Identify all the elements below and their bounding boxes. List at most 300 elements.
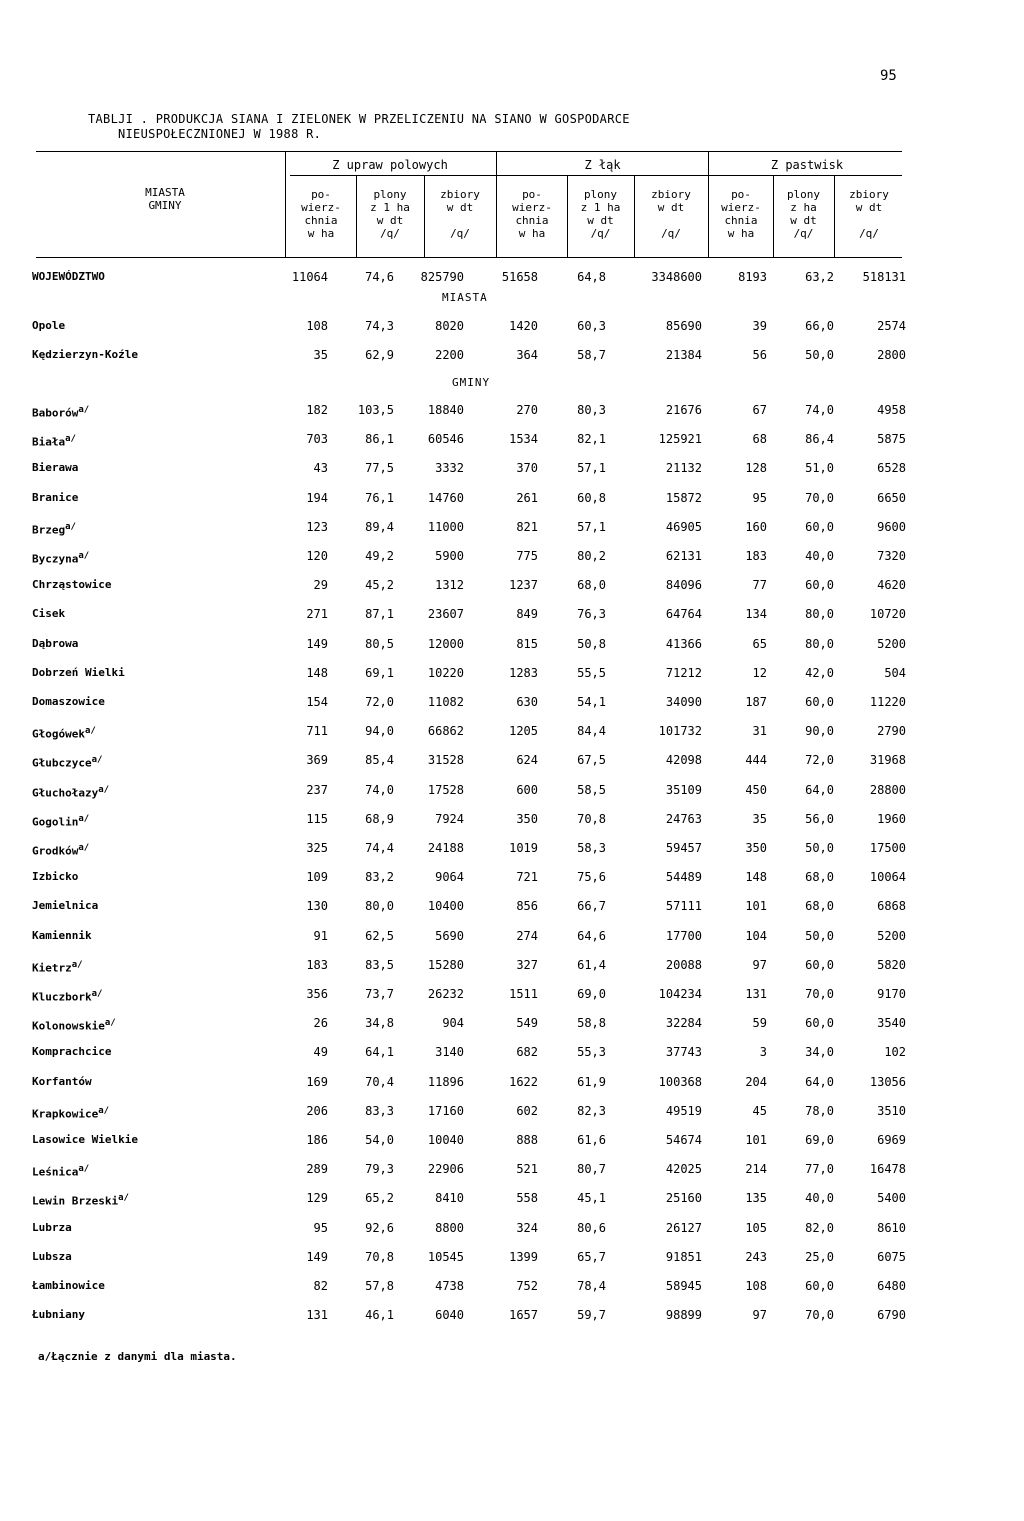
footnote-marker: a/ xyxy=(78,813,90,824)
cell-value: 4738 xyxy=(435,1279,464,1293)
cell-value: 59,7 xyxy=(577,1308,606,1323)
row-label xyxy=(32,984,102,1008)
cell-value: 95 xyxy=(752,490,767,505)
cell-value: 49 xyxy=(313,1045,328,1060)
cell-value: 58,5 xyxy=(577,782,606,797)
group-header-meadows: Z łąk xyxy=(584,158,621,172)
table-row xyxy=(0,867,1024,887)
cell-value: 11082 xyxy=(427,695,464,709)
cell-value: 65,7 xyxy=(577,1249,606,1264)
cell-value: 10545 xyxy=(427,1249,464,1264)
row-label xyxy=(32,1130,138,1150)
row-label xyxy=(32,1101,109,1125)
cell-value: 160 xyxy=(745,519,767,534)
cell-value: 41366 xyxy=(665,636,702,651)
cell-value: 274 xyxy=(516,928,538,943)
row-label xyxy=(32,896,98,916)
cell-value: 194 xyxy=(306,490,328,505)
cell-value: 356 xyxy=(306,987,328,1001)
row-label xyxy=(32,1247,72,1267)
cell-value: 5875 xyxy=(877,432,906,447)
cell-value: 70,0 xyxy=(805,987,834,1001)
cell-value: 82,1 xyxy=(577,432,606,447)
cell-value: 45 xyxy=(752,1103,767,1118)
cell-value: 42,0 xyxy=(805,665,834,680)
cell-value: 103,5 xyxy=(357,403,394,417)
row-label-text: Lasowice Wielkie xyxy=(32,1133,138,1146)
row-label-text: Chrząstowice xyxy=(32,578,112,592)
row-label xyxy=(32,750,102,774)
cell-value: 325 xyxy=(306,841,328,855)
cell-value: 89,4 xyxy=(365,519,394,534)
row-label-text: Jemielnica xyxy=(32,899,99,913)
row-label-text: Kietrz xyxy=(32,961,72,975)
table-row xyxy=(0,604,1024,624)
cell-value: 74,6 xyxy=(365,270,394,284)
cell-value: 25,0 xyxy=(805,1249,834,1264)
cell-value: 64,0 xyxy=(805,782,834,797)
cell-value: 57,8 xyxy=(365,1279,394,1293)
cell-value: 60,0 xyxy=(805,578,834,593)
cell-value: 42025 xyxy=(665,1162,702,1177)
cell-value: 80,5 xyxy=(365,636,394,651)
cell-value: 10064 xyxy=(869,870,906,885)
cell-value: 9600 xyxy=(877,519,906,534)
row-label xyxy=(32,721,96,745)
cell-value: 70,8 xyxy=(577,811,606,826)
col-header-area-fields: po- wierz- chnia w ha xyxy=(301,188,341,240)
cell-value: 6790 xyxy=(877,1308,906,1323)
table-row xyxy=(0,345,1024,365)
table-row xyxy=(0,1218,1024,1238)
footnote-marker: a/ xyxy=(65,521,76,532)
table-row xyxy=(0,809,1024,829)
cell-value: 243 xyxy=(745,1249,767,1264)
row-label-text: Opole xyxy=(32,319,66,332)
col-header-yield-meadows: plony z 1 ha w dt /q/ xyxy=(580,188,621,240)
cell-value: 504 xyxy=(884,665,906,680)
cell-value: 64,0 xyxy=(805,1074,834,1089)
table-row xyxy=(0,984,1024,1004)
cell-value: 50,0 xyxy=(805,928,834,943)
footnote-marker: a/ xyxy=(91,989,103,999)
row-label-text: Krapkowice xyxy=(32,1107,99,1121)
cell-value: 85,4 xyxy=(365,753,394,768)
row-label xyxy=(32,488,78,508)
cell-value: 148 xyxy=(745,870,767,885)
stub-header: MIASTA GMINY xyxy=(145,186,185,212)
cell-value: 123 xyxy=(306,519,328,534)
row-label xyxy=(32,1013,116,1037)
cell-value: 1511 xyxy=(509,987,538,1001)
cell-value: 34,0 xyxy=(805,1045,834,1060)
cell-value: 327 xyxy=(516,957,538,972)
cell-value: 10400 xyxy=(427,899,464,914)
cell-value: 183 xyxy=(306,957,328,972)
cell-value: 58,3 xyxy=(577,841,606,855)
cell-value: 154 xyxy=(306,695,328,709)
row-label xyxy=(32,692,105,712)
footnote-marker: a/ xyxy=(118,1193,129,1204)
cell-value: 21676 xyxy=(665,403,702,417)
cell-value: 50,8 xyxy=(577,636,606,651)
cell-value: 94,0 xyxy=(365,724,394,739)
cell-value: 11220 xyxy=(869,695,906,709)
cell-value: 3348600 xyxy=(651,270,702,284)
footnote-marker: a/ xyxy=(78,1164,90,1175)
cell-value: 10720 xyxy=(869,607,906,622)
cell-value: 888 xyxy=(516,1133,538,1147)
row-label-text: Baborów xyxy=(32,406,79,420)
cell-value: 26232 xyxy=(427,987,464,1001)
cell-value: 76,3 xyxy=(577,607,606,622)
cell-value: 369 xyxy=(306,753,328,768)
cell-value: 92,6 xyxy=(365,1220,394,1235)
row-label-text: Głogówek xyxy=(32,727,85,741)
cell-value: 450 xyxy=(745,782,767,797)
cell-value: 849 xyxy=(516,607,538,622)
cell-value: 7320 xyxy=(877,549,906,563)
cell-value: 5200 xyxy=(877,636,906,651)
cell-value: 549 xyxy=(516,1016,538,1031)
cell-value: 72,0 xyxy=(805,753,834,768)
cell-value: 54674 xyxy=(665,1133,702,1147)
cell-value: 75,6 xyxy=(577,870,606,885)
cell-value: 6075 xyxy=(877,1249,906,1264)
cell-value: 82 xyxy=(313,1279,328,1293)
cell-value: 42098 xyxy=(665,753,702,768)
row-label xyxy=(32,838,89,862)
cell-value: 74,0 xyxy=(805,403,834,417)
cell-value: 55,5 xyxy=(577,665,606,680)
footnote-marker: a/ xyxy=(78,551,90,561)
cell-value: 104 xyxy=(745,928,767,943)
cell-value: 97 xyxy=(752,1308,767,1323)
cell-value: 131 xyxy=(745,987,767,1001)
cell-value: 57,1 xyxy=(577,519,606,534)
cell-value: 54,1 xyxy=(577,695,606,709)
cell-value: 9064 xyxy=(435,870,464,885)
row-label xyxy=(32,809,89,833)
cell-value: 65 xyxy=(752,636,767,651)
row-label-text: Brzeg xyxy=(32,523,66,537)
row-label xyxy=(32,1188,129,1212)
column-divider xyxy=(834,176,835,258)
cell-value: 83,2 xyxy=(365,870,394,885)
cell-value: 54,0 xyxy=(365,1133,394,1147)
table-row xyxy=(0,517,1024,537)
row-label xyxy=(32,1305,85,1325)
table-row xyxy=(0,896,1024,916)
table-row xyxy=(0,838,1024,858)
cell-value: 149 xyxy=(306,1249,328,1264)
cell-value: 68,0 xyxy=(805,899,834,914)
cell-value: 60,0 xyxy=(805,957,834,972)
footnote: a/Łącznie z danymi dla miasta. xyxy=(38,1350,237,1363)
cell-value: 1283 xyxy=(509,665,538,680)
cell-value: 125921 xyxy=(658,432,702,447)
table-row xyxy=(0,926,1024,946)
page-number: 95 xyxy=(880,68,897,84)
cell-value: 66862 xyxy=(427,724,464,739)
col-header-yield-pastures: plony z ha w dt /q/ xyxy=(786,188,821,240)
cell-value: 1622 xyxy=(509,1074,538,1089)
cell-value: 324 xyxy=(516,1220,538,1235)
cell-value: 12000 xyxy=(427,636,464,651)
cell-value: 102 xyxy=(884,1045,906,1060)
cell-value: 46,1 xyxy=(365,1308,394,1323)
cell-value: 84096 xyxy=(665,578,702,593)
cell-value: 45,2 xyxy=(365,578,394,593)
cell-value: 183 xyxy=(745,549,767,563)
cell-value: 16478 xyxy=(869,1162,906,1177)
cell-value: 62,9 xyxy=(365,348,394,362)
cell-value: 50,0 xyxy=(805,841,834,855)
row-label-text: Izbicko xyxy=(32,870,79,884)
cell-value: 58,8 xyxy=(577,1016,606,1031)
cell-value: 58945 xyxy=(665,1279,702,1293)
cell-value: 80,0 xyxy=(805,607,834,622)
table-row xyxy=(0,429,1024,449)
table-row xyxy=(0,1013,1024,1033)
cell-value: 83,3 xyxy=(365,1103,394,1118)
cell-value: 558 xyxy=(516,1191,538,1206)
cell-value: 8610 xyxy=(877,1220,906,1235)
cell-value: 91851 xyxy=(665,1249,702,1264)
cell-value: 100368 xyxy=(658,1074,702,1089)
row-label-text: Biała xyxy=(32,435,66,449)
cell-value: 105 xyxy=(745,1220,767,1235)
table-row xyxy=(0,634,1024,654)
row-label-text: Branice xyxy=(32,490,79,504)
cell-value: 134 xyxy=(745,607,767,622)
cell-value: 50,0 xyxy=(805,348,834,362)
cell-value: 90,0 xyxy=(805,724,834,739)
cell-value: 825790 xyxy=(420,270,464,284)
cell-value: 57111 xyxy=(665,899,702,914)
cell-value: 23607 xyxy=(427,607,464,622)
cell-value: 67 xyxy=(752,403,767,417)
footnote-marker: a/ xyxy=(98,1105,110,1116)
row-label-text: Dobrzeń Wielki xyxy=(32,665,125,679)
cell-value: 62,5 xyxy=(365,928,394,943)
cell-value: 15280 xyxy=(427,957,464,972)
table-row xyxy=(0,316,1024,336)
cell-value: 74,3 xyxy=(365,319,394,333)
cell-value: 64,8 xyxy=(577,270,606,284)
cell-value: 70,0 xyxy=(805,490,834,505)
cell-value: 66,7 xyxy=(577,899,606,914)
cell-value: 8193 xyxy=(738,270,767,284)
cell-value: 66,0 xyxy=(805,319,834,333)
row-label xyxy=(32,604,65,624)
cell-value: 8410 xyxy=(435,1191,464,1206)
footnote-marker: a/ xyxy=(78,843,90,853)
table-row xyxy=(0,1072,1024,1092)
cell-value: 20088 xyxy=(665,957,702,972)
cell-value: 815 xyxy=(516,636,538,651)
cell-value: 1420 xyxy=(509,319,538,333)
footnote-marker: a/ xyxy=(71,959,83,970)
cell-value: 21132 xyxy=(665,461,702,476)
row-label xyxy=(32,345,138,365)
table-row xyxy=(0,546,1024,566)
cell-value: 186 xyxy=(306,1133,328,1147)
cell-value: 2574 xyxy=(877,319,906,333)
row-label xyxy=(32,867,78,887)
cell-value: 630 xyxy=(516,695,538,709)
cell-value: 26127 xyxy=(665,1220,702,1235)
cell-value: 128 xyxy=(745,461,767,476)
table-row xyxy=(0,1159,1024,1179)
cell-value: 214 xyxy=(745,1162,767,1177)
cell-value: 1960 xyxy=(877,811,906,826)
footnote-marker: a/ xyxy=(65,434,76,445)
column-divider xyxy=(634,176,635,258)
footnote-marker: a/ xyxy=(84,726,96,737)
row-label xyxy=(32,1159,89,1183)
cell-value: 80,3 xyxy=(577,403,606,417)
cell-value: 17700 xyxy=(665,928,702,943)
cell-value: 70,0 xyxy=(805,1308,834,1323)
cell-value: 115 xyxy=(306,811,328,826)
cell-value: 1312 xyxy=(435,578,464,593)
cell-value: 12 xyxy=(752,665,767,680)
table-row xyxy=(0,1101,1024,1121)
cell-value: 46905 xyxy=(665,519,702,534)
table-title-continued: NIEUSPOŁECZNIONEJ W 1988 R. xyxy=(118,127,322,141)
cell-value: 4958 xyxy=(877,403,906,417)
cell-value: 73,7 xyxy=(365,987,394,1001)
cell-value: 98899 xyxy=(665,1308,702,1323)
cell-value: 1657 xyxy=(509,1308,538,1323)
cell-value: 3540 xyxy=(877,1016,906,1031)
row-label-text: Gogolin xyxy=(32,815,79,829)
row-label-text: Dąbrowa xyxy=(32,636,79,650)
cell-value: 68,0 xyxy=(805,870,834,885)
cell-value: 1534 xyxy=(509,432,538,447)
cell-value: 43 xyxy=(313,461,328,476)
cell-value: 1019 xyxy=(509,841,538,855)
cell-value: 37743 xyxy=(665,1045,702,1060)
cell-value: 71212 xyxy=(665,665,702,680)
cell-value: 521 xyxy=(516,1162,538,1177)
cell-value: 82,3 xyxy=(577,1103,606,1118)
cell-value: 6969 xyxy=(877,1133,906,1147)
row-label xyxy=(32,663,125,683)
cell-value: 10040 xyxy=(427,1133,464,1147)
cell-value: 34090 xyxy=(665,695,702,709)
column-divider xyxy=(773,176,774,258)
section-heading-cities: MIASTA xyxy=(442,291,488,304)
cell-value: 91 xyxy=(313,928,328,943)
column-divider xyxy=(424,176,425,258)
cell-value: 187 xyxy=(745,695,767,709)
cell-value: 602 xyxy=(516,1103,538,1118)
column-divider xyxy=(285,152,286,258)
row-label xyxy=(32,955,83,979)
footnote-marker: a/ xyxy=(91,755,103,766)
cell-value: 57,1 xyxy=(577,461,606,476)
cell-value: 2800 xyxy=(877,348,906,362)
cell-value: 2200 xyxy=(435,348,464,362)
row-label xyxy=(32,316,65,336)
row-label-text: Domaszowice xyxy=(32,695,105,708)
row-label xyxy=(32,1218,72,1238)
header-top-rule xyxy=(36,151,902,152)
cell-value: 78,4 xyxy=(577,1279,606,1293)
table-row xyxy=(0,663,1024,683)
cell-value: 60,3 xyxy=(577,319,606,333)
cell-value: 109 xyxy=(306,870,328,885)
cell-value: 600 xyxy=(516,782,538,797)
cell-value: 444 xyxy=(745,753,767,768)
cell-value: 61,6 xyxy=(577,1133,606,1147)
table-row xyxy=(0,1130,1024,1150)
cell-value: 1205 xyxy=(509,724,538,739)
cell-value: 60,0 xyxy=(805,519,834,534)
cell-value: 78,0 xyxy=(805,1103,834,1118)
cell-value: 5400 xyxy=(877,1191,906,1206)
cell-value: 4620 xyxy=(877,578,906,593)
cell-value: 85690 xyxy=(665,319,702,333)
cell-value: 51,0 xyxy=(805,461,834,476)
row-label-text: Lubrza xyxy=(32,1220,72,1234)
cell-value: 56,0 xyxy=(805,811,834,826)
row-label xyxy=(32,926,92,946)
cell-value: 108 xyxy=(306,319,328,333)
row-label-text: Łubniany xyxy=(32,1308,85,1322)
table-row xyxy=(0,1305,1024,1325)
cell-value: 752 xyxy=(516,1279,538,1293)
row-label xyxy=(32,429,76,453)
row-label-text: Lewin Brzeski xyxy=(32,1195,119,1209)
row-label xyxy=(32,458,78,478)
cell-value: 31528 xyxy=(427,753,464,768)
cell-value: 271 xyxy=(306,607,328,622)
cell-value: 69,1 xyxy=(365,665,394,680)
cell-value: 83,5 xyxy=(365,957,394,972)
cell-value: 80,2 xyxy=(577,549,606,563)
cell-value: 350 xyxy=(516,811,538,826)
cell-value: 17160 xyxy=(427,1103,464,1118)
col-header-yield-fields: plony z 1 ha w dt /q/ xyxy=(370,188,410,240)
table-row xyxy=(0,1276,1024,1296)
row-label xyxy=(32,1276,105,1296)
cell-value: 35 xyxy=(752,811,767,826)
group-header-fields: Z upraw polowych xyxy=(332,158,448,172)
cell-value: 104234 xyxy=(658,987,702,1001)
cell-value: 13056 xyxy=(869,1074,906,1089)
cell-value: 6040 xyxy=(435,1308,464,1323)
col-header-area-meadows: po- wierz- chnia w ha xyxy=(512,188,552,240)
cell-value: 77,5 xyxy=(365,461,394,476)
cell-value: 364 xyxy=(516,348,538,362)
cell-value: 25160 xyxy=(665,1191,702,1206)
cell-value: 856 xyxy=(516,899,538,914)
cell-value: 31968 xyxy=(869,753,906,768)
cell-value: 61,4 xyxy=(577,957,606,972)
cell-value: 5690 xyxy=(435,928,464,943)
cell-value: 40,0 xyxy=(805,549,834,563)
cell-value: 32284 xyxy=(665,1016,702,1031)
col-header-area-pastures: po- wierz- chnia w ha xyxy=(721,188,761,240)
row-label-text: Kluczbork xyxy=(32,990,92,1004)
row-label-text: Kędzierzyn-Koźle xyxy=(32,348,138,361)
table-row xyxy=(0,1247,1024,1267)
cell-value: 7924 xyxy=(435,811,464,826)
cell-value: 76,1 xyxy=(365,490,394,505)
